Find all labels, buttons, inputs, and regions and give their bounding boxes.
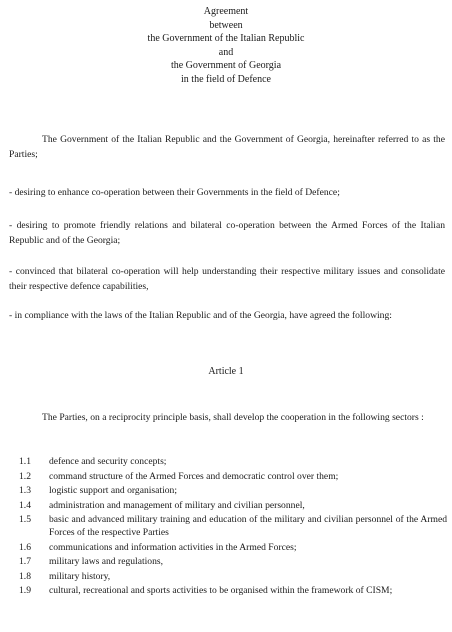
article-1-intro: The Parties, on a reciprocity principle basis, shall develop the cooperation in the following sectors : [42, 412, 424, 423]
preamble-clause-2: - desiring to promote friendly relations and bilateral co-operation between the Armed Forces of the Italian Republic and of the Georgia; [9, 220, 445, 246]
list-item-number: 1.5 [19, 514, 31, 526]
list-item-text: administration and management of military and civilian personnel, [49, 499, 305, 511]
list-item [19, 471, 447, 484]
list-item [19, 542, 447, 555]
title-line-georgian-government: the Government of Georgia [170, 60, 282, 72]
preamble-intro: The Government of the Italian Republic and the Government of Georgia, hereinafter referred to as the Parties; [9, 134, 445, 160]
list-item-number: 1.6 [19, 541, 31, 553]
list-item [19, 585, 447, 598]
article-1-heading: Article 1 [208, 366, 244, 377]
list-item [19, 556, 447, 569]
list-item-number: 1.8 [19, 570, 31, 582]
title-line-and: and [218, 46, 234, 58]
list-item-text: basic and advanced military training and education of the military and civilian personnel of the Armed Forces of the respective Parties [49, 514, 447, 538]
title-line-between: between [209, 19, 243, 31]
sector-list [19, 456, 447, 600]
title-line-field: in the field of Defence [181, 73, 271, 85]
list-item-text: communications and information activities in the Armed Forces; [49, 541, 297, 553]
list-item-text: cultural, recreational and sports activities to be organised within the framework of CISM; [49, 585, 393, 597]
list-item [19, 456, 447, 469]
list-item-number: 1.1 [19, 456, 31, 467]
list-item-text: military history, [49, 570, 111, 582]
preamble-clause-3: - convinced that bilateral co-operation will help understanding their respective military issues and consolidate their respective defence capabilities, [9, 266, 445, 292]
list-item [19, 500, 447, 513]
list-item-text: defence and security concepts; [49, 456, 167, 467]
list-item-number: 1.4 [19, 499, 31, 511]
list-item-text: logistic support and organisation; [49, 485, 177, 497]
preamble-clause-4: - in compliance with the laws of the Italian Republic and of the Georgia, have agreed the following: [9, 310, 392, 321]
list-item [19, 485, 447, 498]
list-item-number: 1.9 [19, 585, 31, 597]
title-line-agreement: Agreement [203, 6, 249, 17]
list-item-text: command structure of the Armed Forces and democratic control over them; [49, 470, 339, 482]
agreement-title [0, 5, 452, 87]
list-item-number: 1.3 [19, 485, 31, 497]
preamble-clause-1: - desiring to enhance co-operation between their Governments in the field of Defence; [9, 187, 340, 198]
list-item [19, 514, 447, 539]
list-item-number: 1.7 [19, 556, 31, 568]
title-line-italian-government: the Government of the Italian Republic [147, 33, 305, 45]
list-item [19, 571, 447, 584]
list-item-number: 1.2 [19, 470, 31, 482]
list-item-text: military laws and regulations, [49, 556, 164, 568]
